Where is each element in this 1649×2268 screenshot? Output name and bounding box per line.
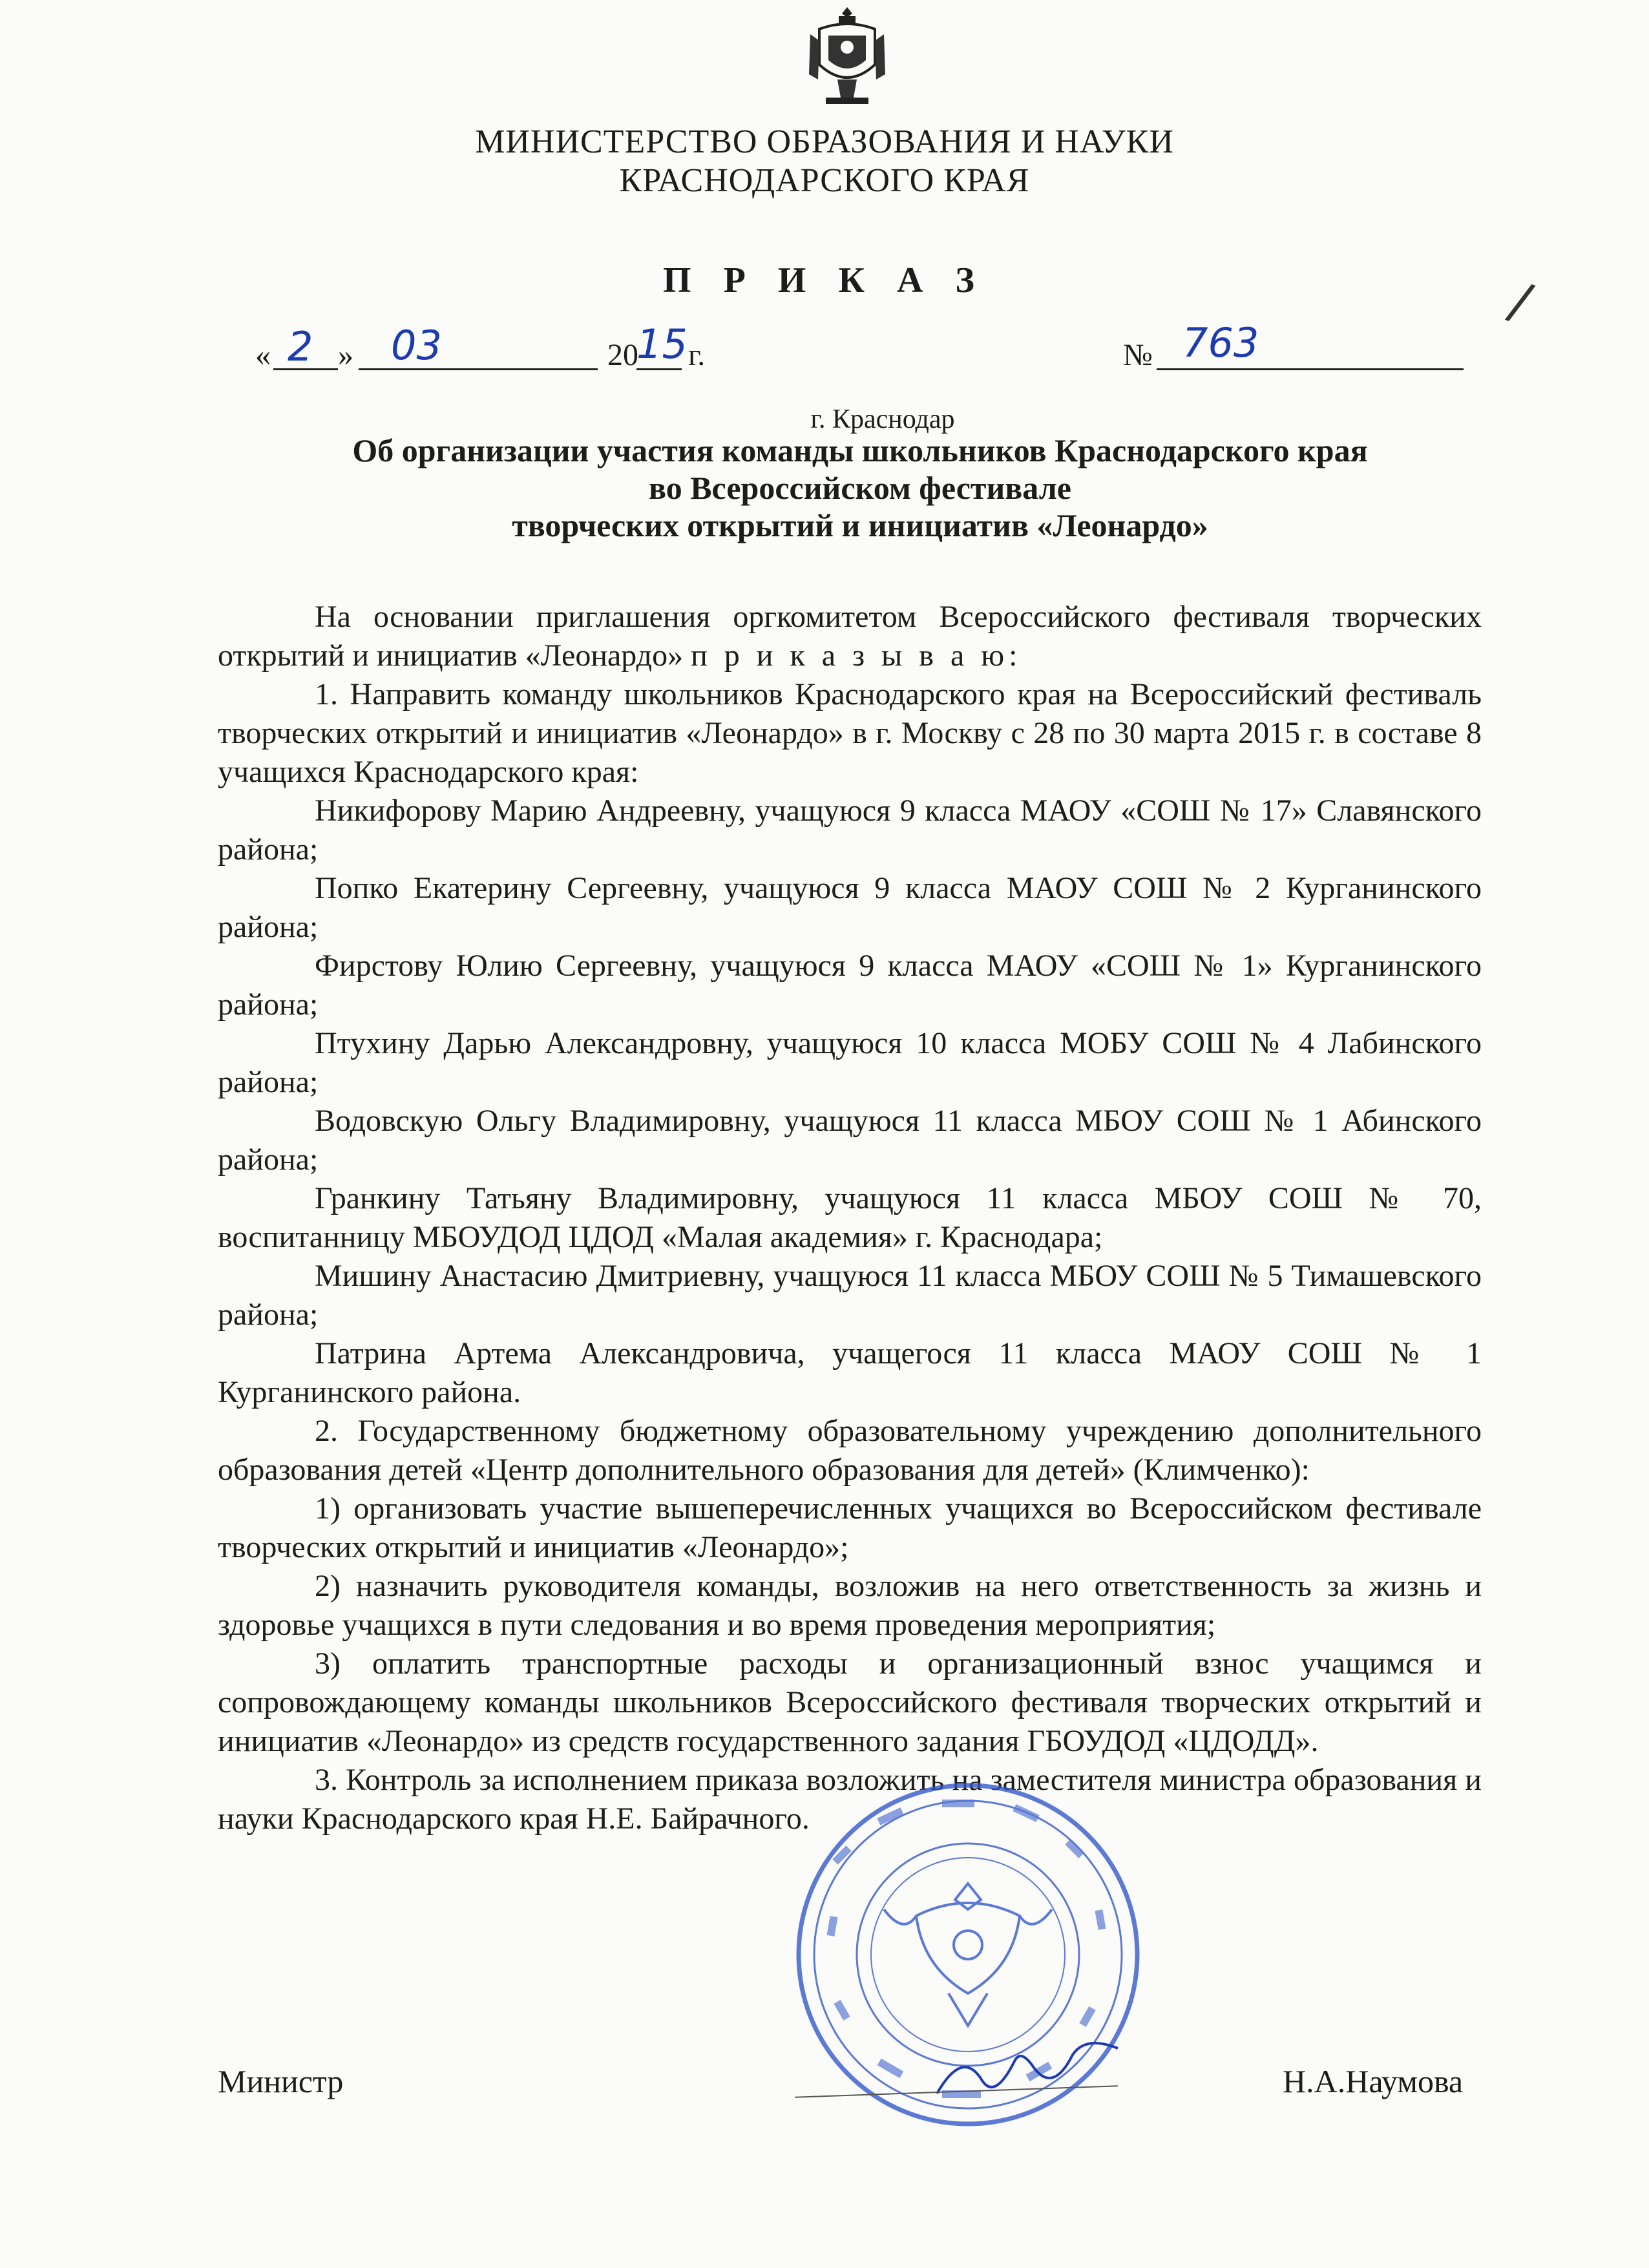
item-1: 1. Направить команду школьников Краснодарского края на Всероссийский фестиваль творческих открытий и инициатив «Леонардо» в г. Москву с 28 по 30 марта 2015 г. в составе 8 учащихся Краснодарского края: xyxy=(218,677,1482,789)
document-type-title: П Р И К А З xyxy=(663,260,986,300)
subject-line1: Об организации участия команды школьников Краснодарского края xyxy=(352,432,1368,468)
signatory-position: Министр xyxy=(218,2063,344,2099)
order-word: п р и к а з ы в а ю: xyxy=(691,638,1022,673)
subject-line2: во Всероссийском фестивале xyxy=(649,470,1071,506)
sub-item-3: 3) оплатить транспортные расходы и организационный взнос учащимся и сопровождающему команды школьников Всероссийского фестиваля творческих открытий и инициатив «Леонардо» из средств государственного задания ГБОУДОД «ЦДОДД». xyxy=(218,1646,1482,1758)
sub-item-2: 2) назначить руководителя команды, возложив на него ответственность за жизнь и здоровье учащихся в пути следования и во время проведения мероприятия; xyxy=(218,1569,1482,1642)
date-close-quote: » xyxy=(338,338,353,372)
order-body xyxy=(218,598,1482,1838)
student-entry: Мишину Анастасию Дмитриевну, учащуюся 11 класса МБОУ СОШ № 5 Тимашевского района; xyxy=(218,1259,1482,1332)
number-underline xyxy=(1157,368,1464,370)
city-line: г. Краснодар xyxy=(810,404,955,434)
subject-line3: творческих открытий и инициатив «Леонардо» xyxy=(512,507,1208,543)
student-entry: Патрина Артема Александровича, учащегося 11 класса МАОУ СОШ № 1 Курганинского района. xyxy=(218,1336,1482,1409)
student-entry: Гранкину Татьяну Владимировну, учащуюся 11 класса МБОУ СОШ № 70, воспитанницу МБОУДОД ЦДОД «Малая академия» г. Краснодара; xyxy=(218,1181,1482,1254)
student-entry: Птухину Дарью Александровну, учащуюся 10 класса МОБУ СОШ № 4 Лабинского района; xyxy=(218,1026,1482,1099)
student-entry: Водовскую Ольгу Владимировну, учащуюся 11 класса МБОУ СОШ № 1 Абинского района; xyxy=(218,1104,1482,1177)
item-2: 2. Государственному бюджетному образовательному учреждению дополнительного образования детей «Центр дополнительного образования для детей» (Климченко): xyxy=(218,1414,1482,1487)
order-subject-heading xyxy=(0,432,1649,544)
day-underline xyxy=(273,368,338,370)
number-sign: № xyxy=(1123,338,1153,372)
date-year-prefix: 20 xyxy=(607,338,638,372)
margin-mark: / xyxy=(1502,270,1540,333)
student-entry: Попко Екатерину Сергеевну, учащуюся 9 класса МАОУ СОШ № 2 Курганинского района; xyxy=(218,871,1482,944)
date-month-handwritten: 03 xyxy=(391,322,442,369)
signatory-name: Н.А.Наумова xyxy=(1283,2063,1464,2099)
coat-of-arms-emblem xyxy=(806,3,888,108)
year-underline xyxy=(636,368,682,370)
intro-paragraph xyxy=(218,598,1482,675)
student-entry: Фирстову Юлию Сергеевну, учащуюся 9 класса МАОУ «СОШ № 1» Курганинского района; xyxy=(218,949,1482,1022)
date-year-handwritten: 15 xyxy=(636,320,688,368)
date-day-handwritten: 2 xyxy=(288,323,313,370)
student-entry: Никифорову Марию Андреевну, учащуюся 9 класса МАОУ «СОШ № 17» Славянского района; xyxy=(218,793,1482,866)
date-number-line xyxy=(0,319,1649,381)
order-number-handwritten: 763 xyxy=(1182,319,1259,366)
sub-item-1: 1) организовать участие вышеперечисленных учащихся во Всероссийском фестивале творческих открытий и инициатив «Леонардо»; xyxy=(218,1491,1482,1564)
date-open-quote: « xyxy=(255,338,271,372)
item-3: 3. Контроль за исполнением приказа возложить на заместителя министра образования и науки Краснодарского края Н.Е. Байрачного. xyxy=(218,1763,1482,1836)
intro-text: На основании приглашения оргкомитетом Всероссийского фестиваля творческих открытий и инициатив «Леонардо» xyxy=(218,600,1482,673)
ministry-name-line1: МИНИСТЕРСТВО ОБРАЗОВАНИЯ И НАУКИ xyxy=(475,123,1174,160)
date-year-unit: г. xyxy=(688,338,706,372)
month-underline xyxy=(359,368,598,370)
ministry-name-line2: КРАСНОДАРСКОГО КРАЯ xyxy=(619,162,1030,199)
handwritten-signature xyxy=(930,2035,1124,2106)
